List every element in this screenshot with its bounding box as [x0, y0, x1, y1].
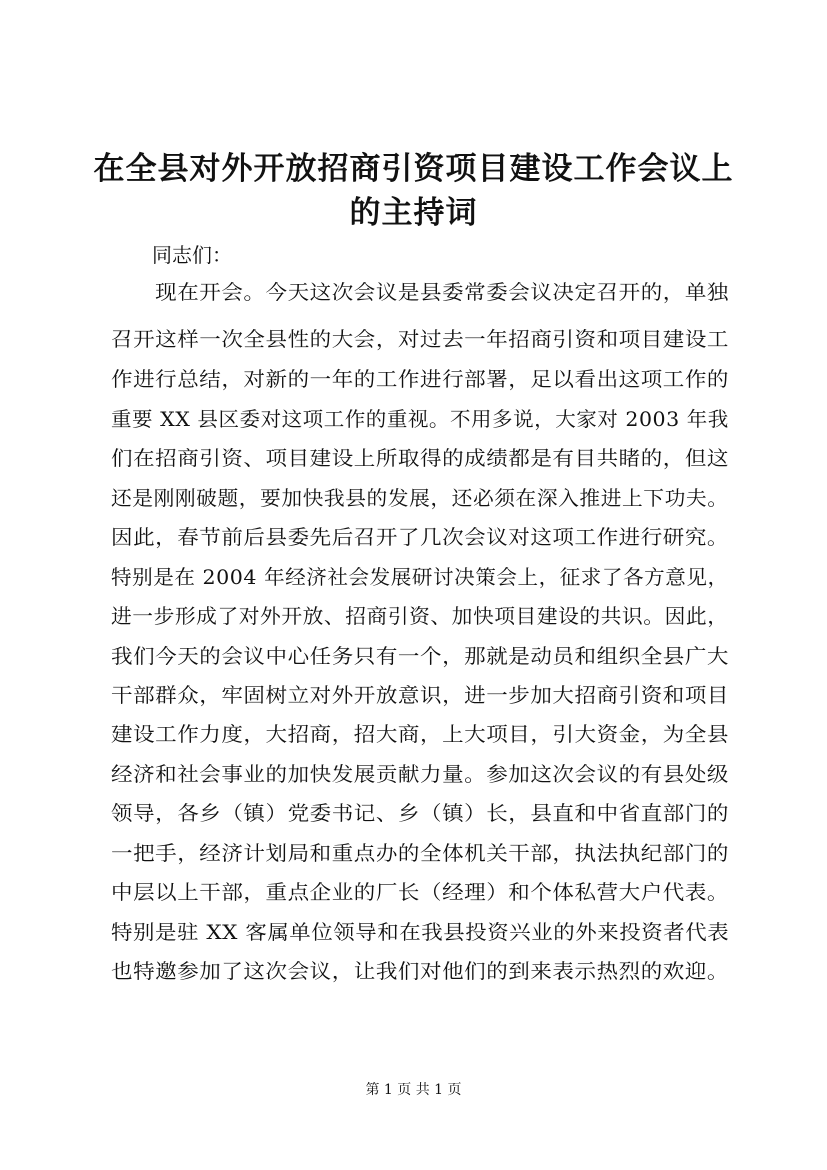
paragraph-line: 我们今天的会议中心任务只有一个，那就是动员和组织全县广大: [111, 644, 729, 668]
paragraph-line: 作进行总结，对新的一年的工作进行部署，足以看出这项工作的: [111, 367, 729, 391]
paragraph-line: 经济和社会事业的加快发展贡献力量。参加这次会议的有县处级: [111, 762, 729, 786]
salutation: 同志们：: [152, 243, 232, 267]
paragraph-line: 进一步形成了对外开放、招商引资、加快项目建设的共识。因此，: [111, 604, 729, 628]
paragraph-line: 干部群众，牢固树立对外开放意识，进一步加大招商引资和项目: [111, 683, 729, 707]
paragraph-line: 一把手，经济计划局和重点办的全体机关干部，执法执纪部门的: [111, 841, 729, 865]
document-title-line-2: 的主持词: [349, 195, 478, 231]
paragraph-line: 也特邀参加了这次会议，让我们对他们的到来表示热烈的欢迎。: [111, 959, 729, 983]
paragraph-line: 领导，各乡（镇）党委书记、乡（镇）长，县直和中省直部门的: [111, 801, 729, 825]
paragraph-line: 现在开会。今天这次会议是县委常委会议决定召开的，单独: [111, 280, 729, 304]
paragraph-line: 们在招商引资、项目建设上所取得的成绩都是有目共睹的，但这: [111, 446, 729, 470]
paragraph-line: 特别是在 2004 年经济社会发展研讨决策会上，征求了各方意见，: [111, 565, 729, 589]
document-title-line-1: 在全县对外开放招商引资项目建设工作会议上: [93, 151, 734, 187]
paragraph-line: 建设工作力度，大招商，招大商，上大项目，引大资金，为全县: [111, 722, 729, 746]
page-number-footer: 第 1 页 共 1 页: [365, 1082, 462, 1098]
paragraph-line: 中层以上干部，重点企业的厂长（经理）和个体私营大户代表。: [111, 880, 729, 904]
paragraph-line: 因此，春节前后县委先后召开了几次会议对这项工作进行研究。: [111, 525, 729, 549]
paragraph-line: 重要 XX 县区委对这项工作的重视。不用多说，大家对 2003 年我: [111, 407, 729, 431]
paragraph-line: 召开这样一次全县性的大会，对过去一年招商引资和项目建设工: [111, 327, 729, 351]
paragraph-line: 还是刚刚破题，要加快我县的发展，还必须在深入推进上下功夫。: [111, 486, 729, 510]
paragraph-line: 特别是驻 XX 客属单位领导和在我县投资兴业的外来投资者代表: [111, 920, 730, 944]
